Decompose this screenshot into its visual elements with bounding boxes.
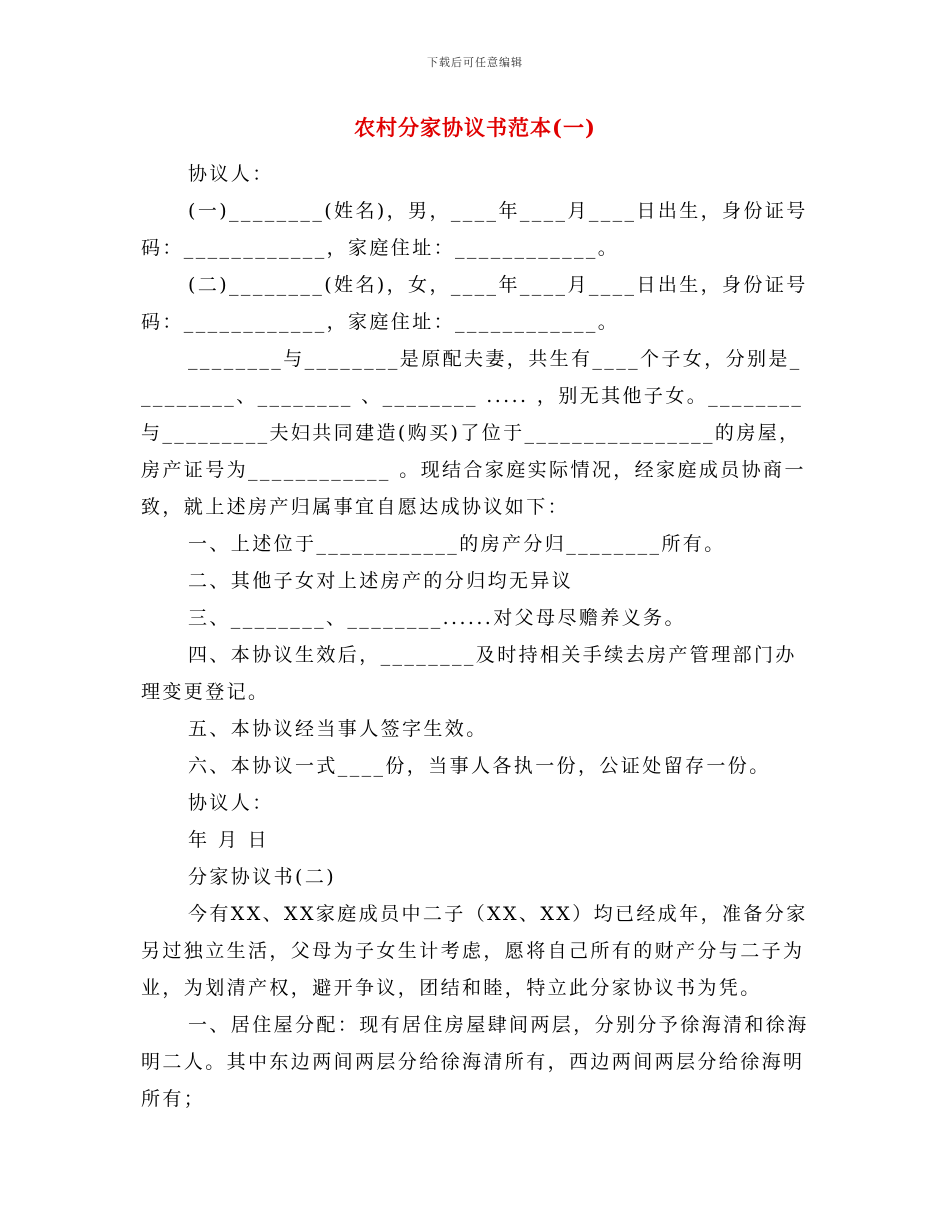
paragraph-housing-allocation: 一、居住屋分配：现有居住房屋肆间两层，分别分予徐海清和徐海明二人。其中东边两间两层分给徐海清所有，西边两间两层分给徐海明所有； (141, 1014, 809, 1110)
header-note: 下载后可任意编辑 (427, 56, 523, 69)
paragraph-clause-2: 二、其他子女对上述房产的分归均无异议 (188, 570, 574, 592)
paragraph-party-one: (一)________(姓名)，男，____年____月____日出生，身份证号码：____________，家庭住址：____________。 (141, 200, 808, 259)
paragraph-signatories-label: 协议人： (188, 163, 274, 185)
section-title-two: 分家协议书(二) (188, 866, 337, 888)
paragraph-clause-1: 一、上述位于____________的房产分归________所有。 (188, 533, 726, 555)
paragraph-clause-6: 六、本协议一式____份，当事人各执一份，公证处留存一份。 (188, 755, 771, 777)
paragraph-signatories-label-2: 协议人： (188, 792, 274, 814)
paragraph-clause-3: 三、________、________......对父母尽赡养义务。 (188, 607, 686, 629)
paragraph-intro-two: 今有XX、XX家庭成员中二子（XX、XX）均已经成年，准备分家另过独立生活，父母为子女生计考虑，愿将自己所有的财产分与二子为业，为划清产权，避开争议，团结和睦，特立此分家协议书为凭。 (141, 903, 808, 999)
paragraph-clause-4: 四、本协议生效后，________及时持相关手续去房产管理部门办理变更登记。 (141, 644, 797, 703)
document-body (141, 156, 811, 1118)
paragraph-clause-5: 五、本协议经当事人签字生效。 (188, 718, 488, 740)
paragraph-date-line: 年 月 日 (188, 829, 270, 851)
document-title: 农村分家协议书范本(一) (354, 115, 596, 140)
paragraph-party-two: (二)________(姓名)，女，____年____月____日出生，身份证号码：____________，家庭住址：____________。 (141, 274, 808, 333)
paragraph-background: ________与________是原配夫妻，共生有____个子女，分别是_________、________ 、________ ..... ，别无其他子女。________与_________夫妇共同建造(购买)了位于________________的房屋，房产证号为____________ 。现结合家庭实际情况，经家庭成员协商一致，就上述房产归属事宜自愿达成协议如下： (141, 348, 806, 518)
